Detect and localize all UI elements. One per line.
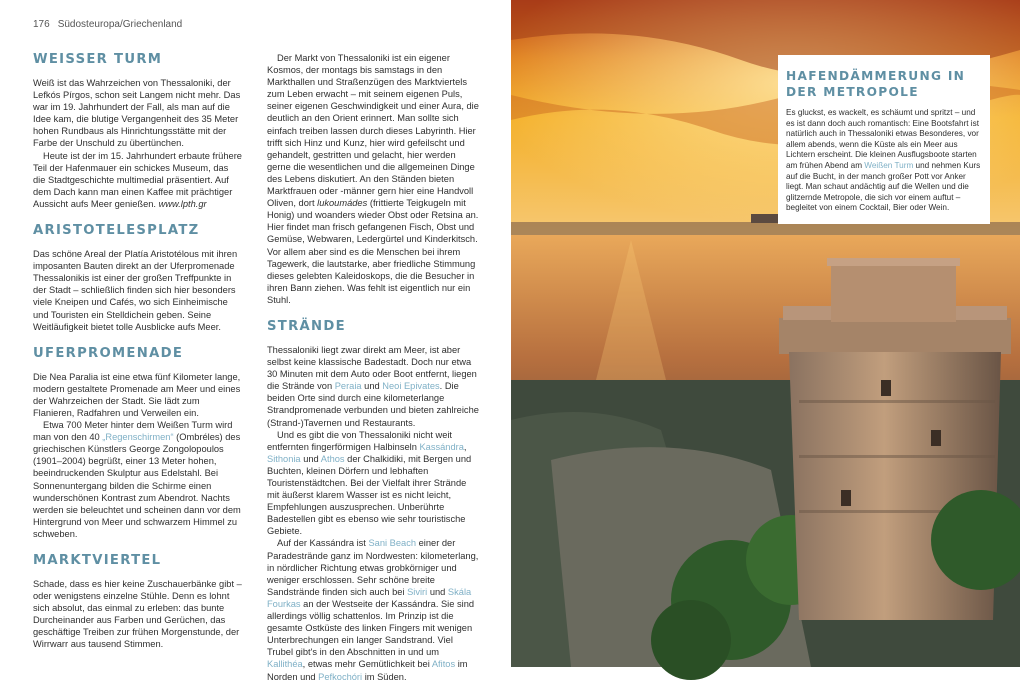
paragraph-text: Thessaloniki liegt zwar direkt am Meer, ist aber selbst keine klassische Badestadt. Doch nur etwa 30 Minuten mit dem Auto oder Boot entfernt, liegen die Strände von [267,344,477,392]
paragraph-text: Und es gibt die von Thessaloniki nicht weit entfernten fingerförmigen Halbinseln [267,429,453,452]
paragraph-text: Heute ist der im 15. Jahrhundert erbaute frühere Teil der Hafenmauer ein schickes Museum, das die Stadtgeschichte multimedial präsentiert. Auf dem Dach kann man einen Kaffee mit prächtiger Aussicht aufs Meer genießen. [33,150,242,209]
paragraph [267,537,479,682]
paragraph-text: , etwas mehr Gemütlichkeit bei [302,659,432,670]
place-highlight: Sithonia [267,453,301,464]
paragraph [267,52,479,306]
paragraph-text: Es gluckst, es wackelt, es schäumt und spritzt – und es ist dann doch auch romantisch: Eine Bootsfahrt ist natürlich auch in Thessaloniki etwas Besonderes, vor allem abends, wenn die Küste als ein Meer aus Lichtern erscheint. Die kleinen Ausflugsboote starten am frühen Abend am [786,108,979,170]
place-highlight: Sani Beach [368,538,417,549]
paragraph: Die Nea Paralia ist eine etwa fünf Kilometer lange, modern gestaltete Promenade am Meer und eines der Wahrzeichen der Stadt. Sie lädt zum Flanieren, Radfahren und Verweilen ein. [33,371,241,418]
paragraph: Schade, dass es hier keine Zuschauerbänke gibt – oder wenigstens einzelne Stühle. Denn es lohnt sich absolut, das einmal zu erleben: das bunte Durcheinander aus Farben und Gerüchen, das geschäftige Treiben zur frühen Morgenstunde, der Wirrwarr aus tausend Stimmen. [33,579,242,650]
running-header [33,19,182,30]
place-highlight: Athos [320,453,345,464]
paragraph [33,419,243,540]
paragraph-text: und [300,453,321,464]
paragraph-text: und nehmen Kurs auf die Bucht, in der manch großer Pott vor Anker liegt. Man schaut andächtig auf die Wellen und die glitzernde Metropole, die sich vor einem auftut – begleitet von einem Cocktail, Bier oder Wein. [786,160,981,213]
paragraph [267,344,479,429]
paragraph-text: im Süden. [362,671,407,682]
paragraph-text: im Norden und [267,659,468,682]
place-highlight: Afitos [431,659,456,670]
place-highlight: Weißen Turm [864,160,914,170]
info-box-text [786,108,982,214]
paragraph: Das schöne Areal der Platía Aristotélous mit ihren imposanten Bauten direkt an der Uferpromenade Thessalonikis ist einer der großen Treffpunkte in der Stadt – schließlich finden sich hier besonders viele Kneipen und Cafés, wo sich Einheimische und Touristen ein Stelldichein geben. Seine Weitläufigkeit bietet tolle Ausblicke aufs Meer. [33,249,238,332]
heading-weisser-turm: WEISSER TURM [33,52,163,67]
paragraph-text: an der Westseite der Kassándra. Sie sind allerdings völlig schattenlos. Im Prinzip ist die gesamte Ostküste des linken Fingers mit wenigen Unterbrechungen ein langer Sandstrand. Viel Trubel gibt's in den Abschnitten in und um [267,598,475,658]
paragraph-text: , [463,441,467,452]
paragraph [267,429,479,538]
text-column-right [267,52,479,683]
paragraph-text: (Ombréles) des griechischen Künstlers George Zongolopoulos (1901–2004) begrüßt, einer 13 Meter hohen, beeindruckenden Skulptur aus Edelstahl. Bei Sonnenuntergang bilden die Schirme einen wunderschönen Kontrast zum Abendrot. Nachts werden sie beleuchtet und scheinen dann vor dem Hintergrund von Meer und schwarzem Himmel zu schweben. [33,432,241,539]
paragraph [33,150,243,210]
paragraph-text: Auf der Kassándra ist [277,538,369,549]
place-highlight: „Regenschirmen“ [102,432,174,443]
paragraph-text: (frittierte Teigkugeln mit Honig) und woanders wieder Obst oder Retsina an. Hier findet man frisch gefangenen Fisch, Obst und Gemüse, Webwaren, Ledergürtel und Kinderkitsch. Vor allem aber sind es die Menschen bei ihrem Tagewerk, die lautstarke, aber friedliche Stimmung dieses gelebten Kaleidoskops, die die Besucher in ihren Bann ziehen. Was fehlt ist eigentlich nur ein Stuhl. [267,198,479,305]
info-box-title: HAFENDÄMMERUNG IN DER METROPOLE [786,69,966,99]
paragraph: Weiß ist das Wahrzeichen von Thessaloniki, der Lefkós Pírgos, schon seit Langem nicht mehr. Das war im 19. Jahrhundert der Fall, als man auf die Idee kam, die blutige Vergangenheit des 35 Meter hohen Rundbaus als Hinrichtungsstätte mit der Farbe der Unschuld zu übertünchen. [33,78,241,149]
place-highlight: Pefkochóri [318,671,363,682]
place-highlight: Kallithéa [267,659,303,670]
heading-marktviertel: MARKTVIERTEL [33,553,162,568]
website-link[interactable]: www.lpth.gr [158,198,207,209]
place-highlight: Neoi Epivates [382,381,440,392]
heading-straende: STRÄNDE [267,318,346,334]
paragraph-text: einer der Paradestrände ganz im Nordwesten: kilometerlang, in nördlicher Richtung etwas grobkörniger und weniger erschlossen. Sehr schöne breite Sandstrände finden sich auch bei [267,538,479,597]
paragraph-text: und [427,586,448,597]
paragraph-text: und [361,381,383,392]
place-highlight: Kassándra [419,441,464,452]
paragraph-text: der Chalkidiki, mit Bergen und Buchten, kleinen Dörfern und lebhaften Touristenstädtchen. Bei der Vielfalt ihrer Strände mit äußerst klarem Wasser ist es nicht leicht, Empfehlungen auszusprechen. Unberührte Badestellen gibt es ebenso wie sehr touristische Gebiete. [267,453,472,537]
italic-term: lukoumádes [317,198,368,209]
text-column-left [33,52,243,651]
place-highlight: Siviri [407,586,428,597]
heading-aristotelesplatz: ARISTOTELESPLATZ [33,223,200,239]
place-highlight: Peraia [334,381,362,392]
paragraph-text: Etwa 700 Meter hinter dem Weißen Turm wird man von den 40 [33,420,233,443]
paragraph-text: Der Markt von Thessaloniki ist ein eigener Kosmos, der montags bis samstags in den Markthallen und Straßenzügen des Marktviertels zum Leben erwacht – mit seinem eigenen Puls, seiner eigenen Geschwindigkeit und einer Aura, die deutlich an den Orient erinnert. Man sollte sich einfach treiben lassen durch dieses Labyrinth. Hier trifft sich Hinz und Kunz, hier wird gefeilscht und gehandelt, gestritten und gelacht, hier werden gerne die wesentlichen und die allgemeinen Dinge des Lebens diskutiert. An den Ständen bieten Marktfrauen oder -männer gern hier eine Handvoll Oliven, dort [267,53,479,209]
page-number: 176 [33,19,50,30]
section-title: Südosteuropa/Griechenland [57,19,183,30]
paragraph-text: . Die beiden Orte sind durch eine kilometerlange Strandpromenade verbunden und bieten zahlreiche (Strand-)Tavernen und Restaurants. [267,381,479,428]
heading-uferpromenade: UFERPROMENADE [33,345,184,361]
place-highlight: Skála Fourkas [267,586,472,609]
info-box [778,55,990,224]
